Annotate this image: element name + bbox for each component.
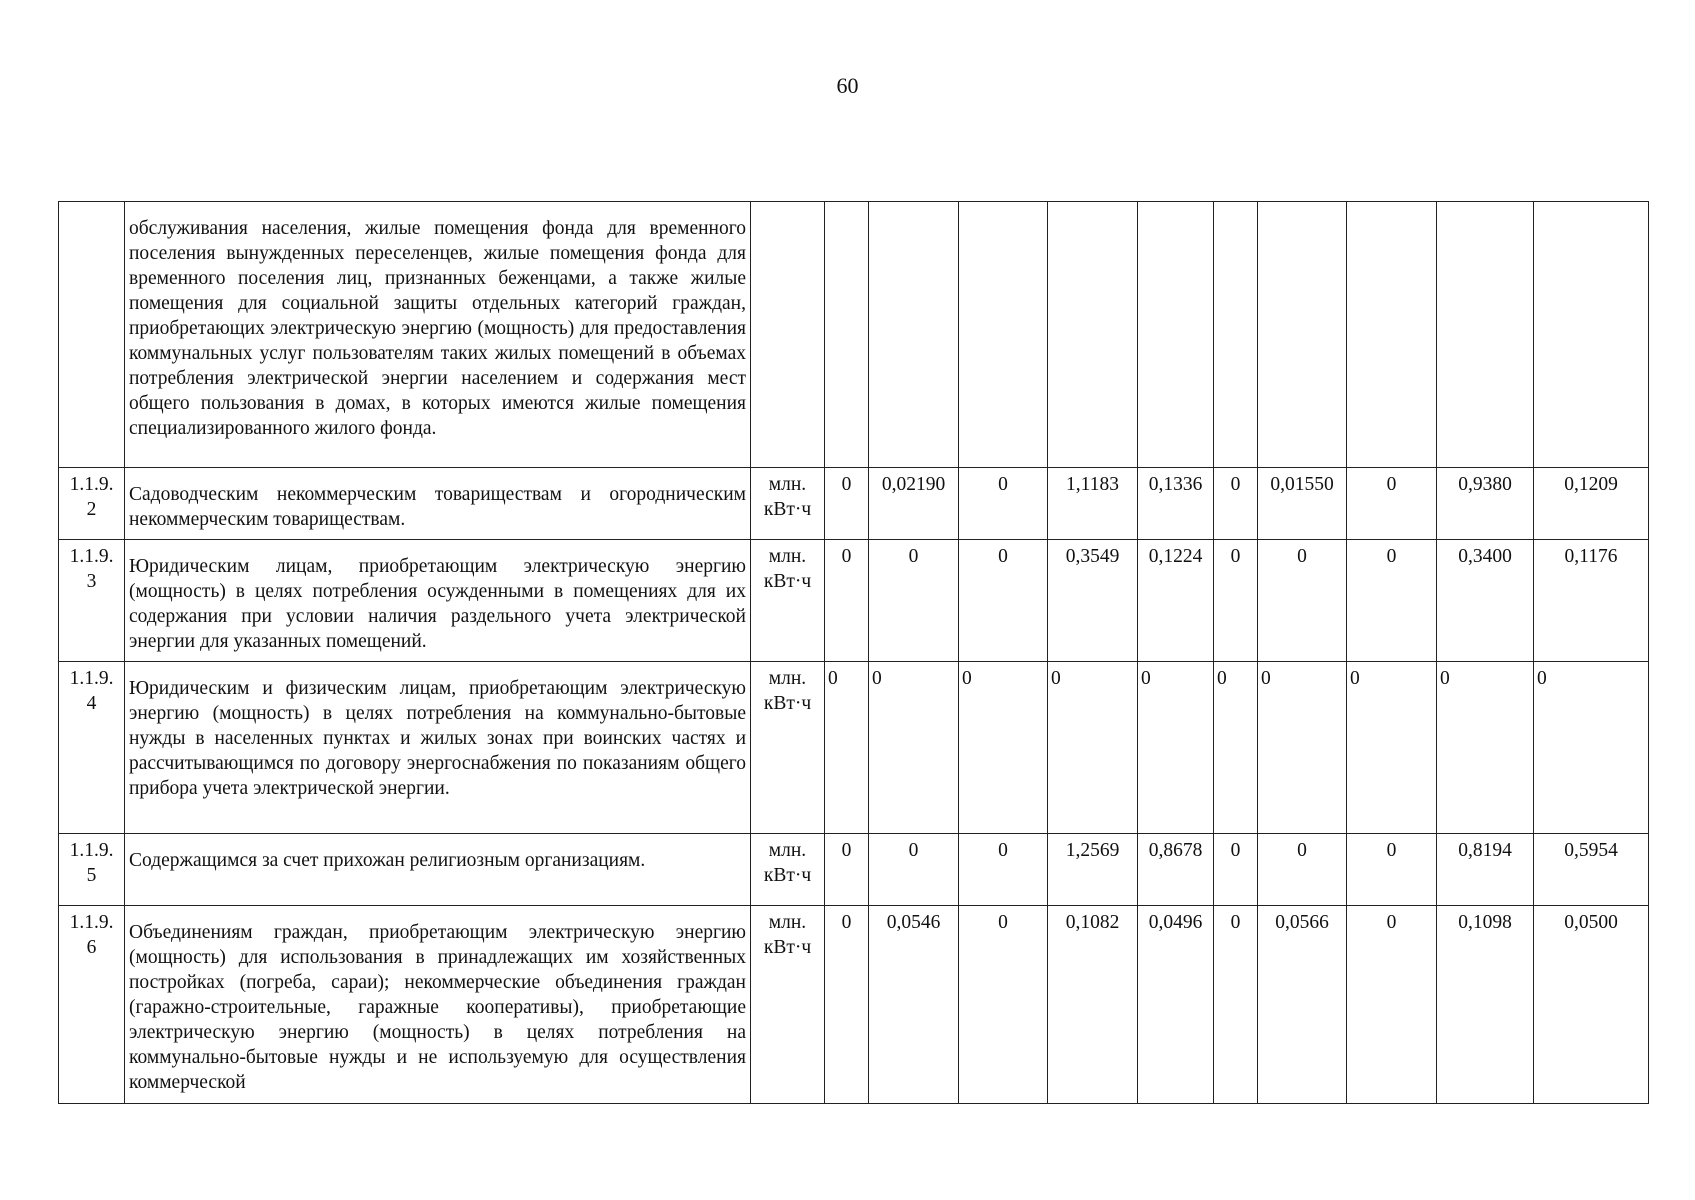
- table-row: [59, 468, 1649, 540]
- row-unit-cell: млн. кВт·ч: [751, 662, 825, 834]
- value-cell: 0,9380: [1437, 468, 1534, 540]
- value-cell: 0: [825, 906, 869, 1104]
- value-cell: 0,5954: [1534, 834, 1649, 906]
- value-cell: 0: [869, 540, 959, 662]
- page-number: 60: [836, 73, 859, 98]
- value-cell: 0,0566: [1258, 906, 1347, 1104]
- value-cell: 0: [1347, 540, 1437, 662]
- value-cell: 0: [1214, 834, 1258, 906]
- value-cell: 0,1209: [1534, 468, 1649, 540]
- value-cell: 0,1336: [1138, 468, 1214, 540]
- row-number-cell: 1.1.9. 4: [59, 662, 125, 834]
- value-cell: 0,1098: [1437, 906, 1534, 1104]
- row-number-cell: 1.1.9. 3: [59, 540, 125, 662]
- value-cell: 0,1176: [1534, 540, 1649, 662]
- value-cell: 0: [869, 834, 959, 906]
- value-cell: 0,8678: [1138, 834, 1214, 906]
- value-cell: 0: [1437, 662, 1534, 834]
- table-row: [59, 202, 1649, 468]
- row-unit-cell: млн. кВт·ч: [751, 834, 825, 906]
- value-cell: [1347, 202, 1437, 468]
- row-description-cell: Юридическим и физическим лицам, приобретающим электрическую энергию (мощность) в целях потребления на коммунально-бытовые нужды в населенных пунктах и жилых зонах при воинских частях и рассчитывающимся по договору энергоснабжения по показаниям общего прибора учета электрической энергии.: [125, 662, 751, 834]
- value-cell: 0: [1347, 468, 1437, 540]
- table-row: [59, 906, 1649, 1104]
- value-cell: [959, 202, 1048, 468]
- value-cell: 0: [1347, 906, 1437, 1104]
- value-cell: 0: [1347, 662, 1437, 834]
- value-cell: 0,3400: [1437, 540, 1534, 662]
- value-cell: 0: [1258, 662, 1347, 834]
- value-cell: 0,3549: [1048, 540, 1138, 662]
- value-cell: 0: [825, 834, 869, 906]
- value-cell: 0: [1214, 662, 1258, 834]
- value-cell: [1437, 202, 1534, 468]
- value-cell: 0: [1138, 662, 1214, 834]
- value-cell: 0,1224: [1138, 540, 1214, 662]
- row-description-cell: Содержащимся за счет прихожан религиозным организациям.: [125, 834, 751, 906]
- value-cell: 0: [959, 540, 1048, 662]
- value-cell: [825, 202, 869, 468]
- value-cell: 0: [959, 662, 1048, 834]
- value-cell: 0: [959, 906, 1048, 1104]
- value-cell: 0: [825, 468, 869, 540]
- value-cell: [1534, 202, 1649, 468]
- row-unit-cell: [751, 202, 825, 468]
- value-cell: 0,02190: [869, 468, 959, 540]
- value-cell: 0: [1534, 662, 1649, 834]
- value-cell: [1258, 202, 1347, 468]
- value-cell: 0: [1214, 468, 1258, 540]
- row-unit-cell: млн. кВт·ч: [751, 468, 825, 540]
- value-cell: 0: [825, 540, 869, 662]
- value-cell: [1138, 202, 1214, 468]
- row-unit-cell: млн. кВт·ч: [751, 906, 825, 1104]
- value-cell: 0: [1258, 540, 1347, 662]
- value-cell: 0,01550: [1258, 468, 1347, 540]
- value-cell: 0: [1214, 540, 1258, 662]
- value-cell: 0: [1048, 662, 1138, 834]
- row-unit-cell: млн. кВт·ч: [751, 540, 825, 662]
- value-cell: 0,8194: [1437, 834, 1534, 906]
- tariff-table: [58, 201, 1649, 1104]
- row-description-cell: Юридическим лицам, приобретающим электрическую энергию (мощность) в целях потребления осужденными в помещениях для их содержания при условии наличия раздельного учета электрической энергии для указанных помещений.: [125, 540, 751, 662]
- table-row: [59, 662, 1649, 834]
- table-row: [59, 540, 1649, 662]
- row-number-cell: [59, 202, 125, 468]
- value-cell: 0: [1347, 834, 1437, 906]
- row-number-cell: 1.1.9. 5: [59, 834, 125, 906]
- value-cell: 0: [959, 834, 1048, 906]
- value-cell: 0,0546: [869, 906, 959, 1104]
- row-description-cell: Садоводческим некоммерческим товариществам и огородническим некоммерческим товариществам.: [125, 468, 751, 540]
- value-cell: 0: [825, 662, 869, 834]
- value-cell: 1,1183: [1048, 468, 1138, 540]
- row-number-cell: 1.1.9. 6: [59, 906, 125, 1104]
- table-row: [59, 834, 1649, 906]
- value-cell: 0: [1214, 906, 1258, 1104]
- row-description-cell: Объединениям граждан, приобретающим электрическую энергию (мощность) для использования в принадлежащих им хозяйственных постройках (погреба, сараи); некоммерческие объединения граждан (гаражно-строительные, гаражные кооперативы), приобретающие электрическую энергию (мощность) в целях потребления на коммунально-бытовые нужды и не используемую для осуществления коммерческой: [125, 906, 751, 1104]
- value-cell: [1214, 202, 1258, 468]
- value-cell: 0,1082: [1048, 906, 1138, 1104]
- value-cell: 0,0500: [1534, 906, 1649, 1104]
- value-cell: 0: [1258, 834, 1347, 906]
- value-cell: [869, 202, 959, 468]
- value-cell: 1,2569: [1048, 834, 1138, 906]
- value-cell: 0: [869, 662, 959, 834]
- value-cell: 0: [959, 468, 1048, 540]
- value-cell: [1048, 202, 1138, 468]
- row-number-cell: 1.1.9. 2: [59, 468, 125, 540]
- row-description-cell: обслуживания населения, жилые помещения фонда для временного поселения вынужденных переселенцев, жилые помещения фонда для временного поселения лиц, признанных беженцами, а также жилые помещения для социальной защиты отдельных категорий граждан, приобретающих электрическую энергию (мощность) для предоставления коммунальных услуг пользователям таких жилых помещений в объемах потребления электрической энергии населением и содержания мест общего пользования в домах, в которых имеются жилые помещения специализированного жилого фонда.: [125, 202, 751, 468]
- value-cell: 0,0496: [1138, 906, 1214, 1104]
